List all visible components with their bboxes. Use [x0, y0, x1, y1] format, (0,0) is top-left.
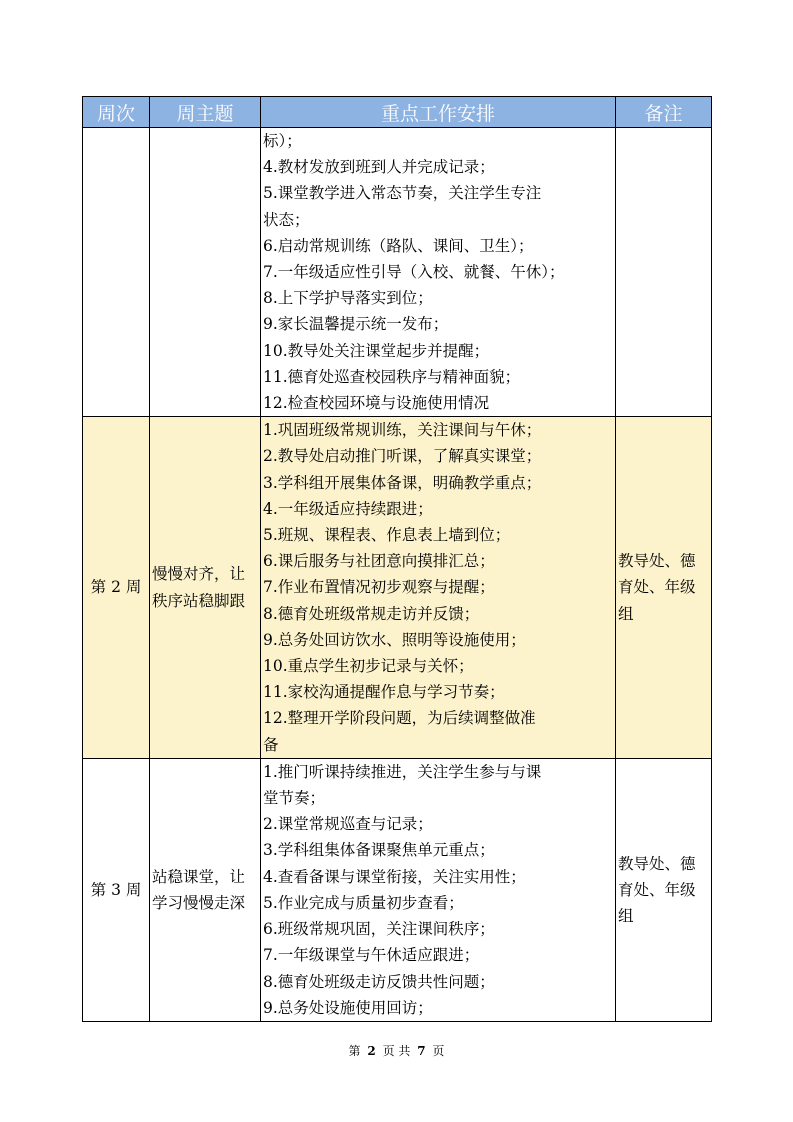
table-header-row: [83, 97, 712, 128]
work-item: 备: [263, 735, 279, 754]
work-item: 4.查看备课与课堂衔接，关注实用性；: [263, 867, 526, 886]
work-item: 10.重点学生初步记录与关怀；: [263, 657, 474, 676]
work-item: 8.上下学护导落实到位；: [263, 289, 433, 308]
work-item: 10.教导处关注课堂起步并提醒；: [263, 341, 490, 360]
header-theme: 周主题: [150, 97, 261, 128]
table-row: [83, 417, 712, 759]
work-item: 7.一年级适应性引导（入校、就餐、午休）；: [263, 263, 565, 282]
work-item: 5.课堂教学进入常态节奏，关注学生专注: [263, 184, 542, 203]
work-item: 2.课堂常规巡查与记录；: [263, 815, 433, 834]
work-item: 9.家长温馨提示统一发布；: [263, 315, 449, 334]
work-item: 状态；: [263, 210, 310, 229]
work-item: 6.班级常规巩固，关注课间秩序；: [263, 920, 495, 939]
work-item: 8.德育处班级常规走访并反馈；: [263, 604, 480, 623]
week-cell: 第 2 周: [83, 417, 150, 759]
work-item: 8.德育处班级走访反馈共性问题；: [263, 972, 495, 991]
theme-cell: 慢慢对齐，让秩序站稳脚跟: [150, 417, 261, 759]
work-item: 9.总务处回访饮水、照明等设施使用；: [263, 630, 526, 649]
table-row: [83, 128, 712, 417]
header-work-plan: 重点工作安排: [261, 97, 616, 128]
work-item: 7.作业布置情况初步观察与提醒；: [263, 578, 495, 597]
work-item: 6.课后服务与社团意向摸排汇总；: [263, 552, 495, 571]
work-item: 1.巩固班级常规训练，关注课间与午休；: [263, 421, 542, 440]
footer-suffix: 页: [432, 1044, 445, 1058]
work-item: 1.推门听课持续推进，关注学生参与与课: [263, 762, 542, 781]
page-footer: [0, 1042, 793, 1059]
work-item: 11.家校沟通提醒作息与学习节奏；: [263, 683, 505, 702]
week-cell: 第 3 周: [83, 758, 150, 1021]
work-item: 6.启动常规训练（路队、课间、卫生）；: [263, 236, 534, 255]
note-cell: 教导处、德育处、年级组: [616, 758, 712, 1021]
work-item: 11.德育处巡查校园秩序与精神面貌；: [263, 367, 521, 386]
work-item: 标）；: [263, 132, 302, 150]
work-item: 4.一年级适应持续跟进；: [263, 499, 433, 518]
note-cell: [616, 128, 712, 417]
work-items-cell: [261, 417, 616, 759]
work-items-cell: [261, 128, 616, 417]
work-item: 12.检查校园环境与设施使用情况: [263, 394, 490, 413]
current-page-number: 2: [367, 1044, 376, 1058]
footer-prefix: 第: [348, 1044, 361, 1058]
work-item: 5.作业完成与质量初步查看；: [263, 893, 464, 912]
work-item: 3.学科组开展集体备课，明确教学重点；: [263, 473, 542, 492]
work-item: 5.班规、课程表、作息表上墙到位；: [263, 526, 511, 545]
total-page-count: 7: [417, 1044, 426, 1058]
header-notes: 备注: [616, 97, 712, 128]
work-item: 堂节奏；: [263, 789, 326, 808]
work-item: 7.一年级课堂与午休适应跟进；: [263, 946, 480, 965]
footer-middle: 页 共: [382, 1044, 411, 1058]
theme-cell: 站稳课堂，让学习慢慢走深: [150, 758, 261, 1021]
table-row: [83, 758, 712, 1021]
work-item: 9.总务处设施使用回访；: [263, 998, 433, 1017]
note-cell: 教导处、德育处、年级组: [616, 417, 712, 759]
work-schedule-table: [82, 96, 712, 1022]
work-item: 4.教材发放到班到人并完成记录；: [263, 158, 495, 177]
work-item: 3.学科组集体备课聚焦单元重点；: [263, 841, 495, 860]
theme-cell: [150, 128, 261, 417]
week-cell: [83, 128, 150, 417]
header-week: 周次: [83, 97, 150, 128]
work-item: 2.教导处启动推门听课，了解真实课堂；: [263, 447, 542, 466]
work-item: 12.整理开学阶段问题，为后续调整做准: [263, 709, 536, 728]
work-items-cell: [261, 758, 616, 1021]
